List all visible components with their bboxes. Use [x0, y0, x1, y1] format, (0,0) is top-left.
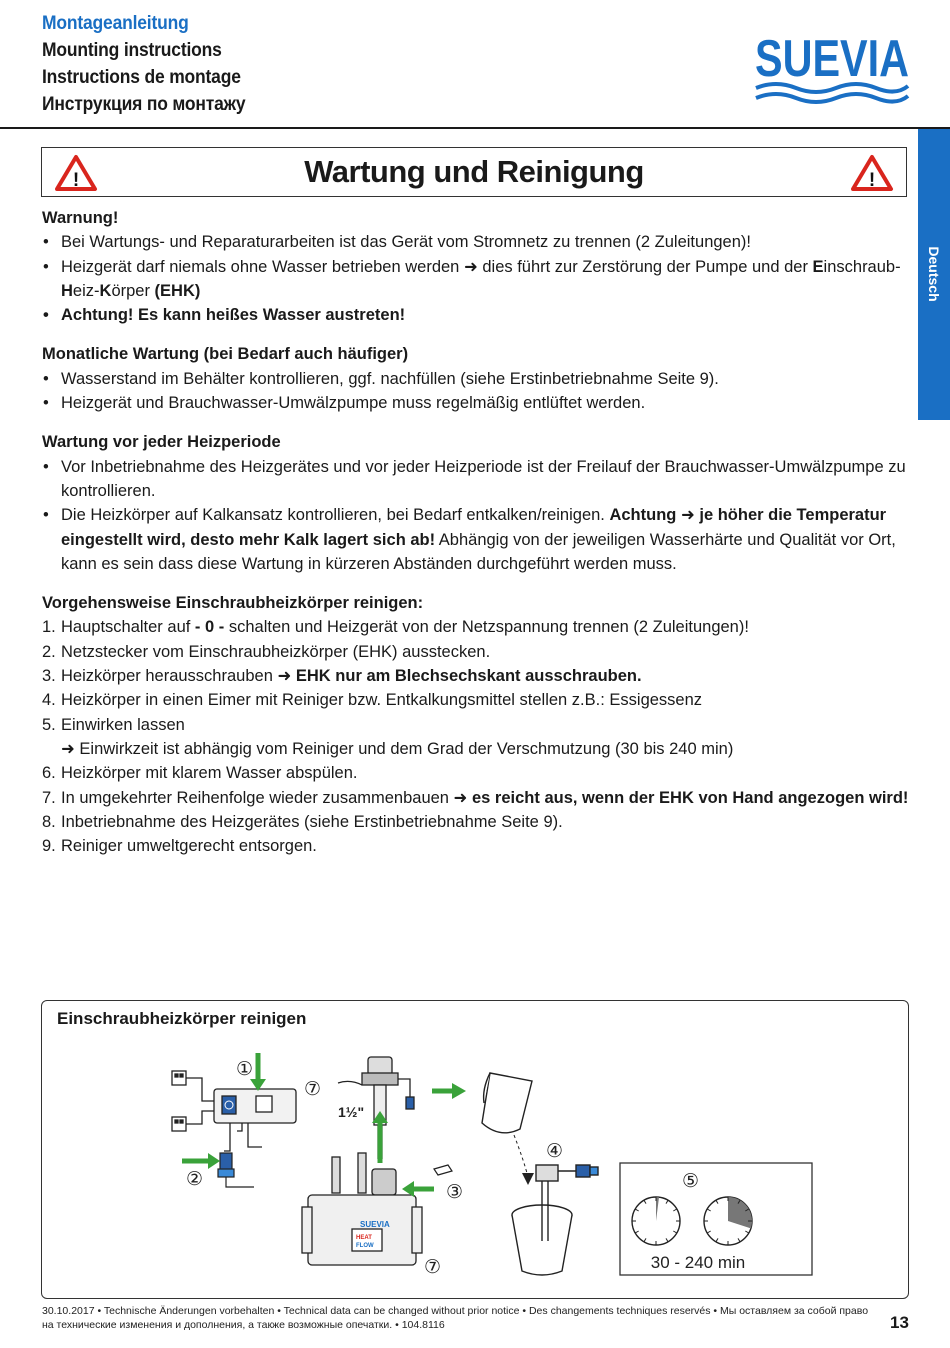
list-item: 8. Inbetriebnahme des Heizgerätes (siehe Erstinbetriebnahme Seite 9).	[42, 812, 563, 831]
warning-heading: Warnung!	[42, 209, 119, 227]
step-number: ④	[546, 1141, 564, 1162]
footer-text: 30.10.2017 • Technische Änderungen vorbehalten • Technical data can be changed without prior notice • Des changements techniques reservés • Мы оставляем за собой право на технические изменения и дополнения, а также возможные опечатки. • 104.8116	[42, 1305, 869, 1331]
pour-arrow-icon	[514, 1135, 528, 1177]
suevia-logo	[752, 18, 912, 104]
title-russian: Инструкция по монтажу	[42, 94, 246, 115]
svg-text:!: !	[72, 170, 80, 191]
page-number: 13	[890, 1313, 909, 1332]
list-item: • Achtung! Es kann heißes Wasser austreten!	[42, 303, 910, 327]
procedure-section	[42, 591, 910, 858]
step-number: ①	[236, 1059, 254, 1080]
main-content	[42, 206, 910, 873]
heating-element-icon	[362, 1057, 414, 1159]
list-item: 5. Einwirken lassen	[42, 715, 185, 734]
procedure-heading: Vorgehensweise Einschraubheizkörper reinigen:	[42, 594, 424, 613]
plug-icon	[218, 1153, 254, 1187]
header-divider	[0, 127, 950, 129]
list-item: 7. In umgekehrter Reihenfolge wieder zusammenbauen ➜ es reicht aus, wenn der EHK von Hand angezogen wird!	[42, 788, 909, 807]
list-item: • Die Heizkörper auf Kalkansatz kontrollieren, bei Bedarf entkalken/reinigen. Achtung ➜ je höher die Temperatur eingestellt wird, desto mehr Kalk lagert sich ab! Abhängig von der jeweiligen Wasserhärte und Qualität vor Ort, kann es sein dass diese Wartung in kürzeren Abständen durchgeführt werden muss.	[42, 503, 910, 576]
hand-icon	[338, 1081, 362, 1085]
step-number: ⑦	[304, 1079, 322, 1100]
monthly-section	[42, 342, 910, 415]
cleaning-figure	[41, 1000, 909, 1299]
control-box-icon	[172, 1071, 296, 1151]
device-brand: SUEVIA	[360, 1220, 390, 1229]
list-item: • Heizgerät und Brauchwasser-Umwälzpumpe muss regelmäßig entlüftet werden.	[42, 391, 910, 415]
document-header	[42, 10, 263, 118]
list-item: 1. Hauptschalter auf - 0 - schalten und Heizgerät von der Netzspannung trennen (2 Zuleitungen)!	[42, 618, 749, 637]
monthly-heading: Monatliche Wartung (bei Bedarf auch häufiger)	[42, 345, 409, 364]
svg-text:!: !	[868, 170, 876, 191]
step-number: ③	[446, 1182, 464, 1203]
list-item: • Wasserstand im Behälter kontrollieren, ggf. nachfüllen (siehe Erstinbetriebnahme Seite 9).	[42, 367, 910, 391]
arrow-icon: ➜	[463, 257, 478, 276]
list-item: 4. Heizkörper in einen Eimer mit Reiniger bzw. Entkalkungsmittel stellen z.B.: Essigessenz	[42, 691, 703, 710]
time-label: 30 - 240 min	[650, 1253, 746, 1272]
arrow-icon	[208, 1153, 220, 1169]
section-title: Wartung und Reinigung	[304, 154, 644, 189]
language-tab	[918, 129, 950, 420]
season-heading: Wartung vor jeder Heizperiode	[42, 433, 281, 452]
logo-wave-icon	[756, 94, 908, 102]
list-item: 6. Heizkörper mit klarem Wasser abspülen.	[42, 764, 358, 783]
cleaning-illustration	[42, 1001, 908, 1298]
season-section	[42, 430, 910, 576]
title-english: Mounting instructions	[42, 40, 222, 61]
cleaning-agent-bottle-icon	[482, 1073, 532, 1133]
list-item: • Bei Wartungs- und Reparaturarbeiten ist das Gerät vom Stromnetz zu trennen (2 Zuleitungen)!	[42, 230, 910, 254]
section-title-box	[41, 147, 907, 197]
step-number: ②	[186, 1169, 204, 1190]
device-label: FLOW	[356, 1243, 374, 1249]
warning-triangle-icon	[850, 154, 894, 192]
list-item: 3. Heizkörper herausschrauben ➜ EHK nur am Blechsechskant ausschrauben.	[42, 667, 642, 686]
warning-section	[42, 206, 910, 327]
logo-text: SUEVIA	[755, 30, 909, 88]
list-item: 2. Netzstecker vom Einschraubheizkörper (EHK) ausstecken.	[42, 642, 491, 661]
title-german: Montageanleitung	[42, 13, 189, 34]
list-item: • Heizgerät darf niemals ohne Wasser betrieben werden ➜ dies führt zur Zerstörung der Pumpe und der Einschraub-Heiz-Körper (EHK)	[42, 255, 910, 304]
list-subitem: ➜ Einwirkzeit ist abhängig vom Reiniger und dem Grad der Verschmutzung (30 bis 240 min)	[61, 739, 734, 758]
list-item: • Vor Inbetriebnahme des Heizgerätes und vor jeder Heizperiode ist der Freilauf der Brauchwasser-Umwälzpumpe zu kontrollieren.	[42, 455, 910, 504]
language-tab-label: Deutsch	[926, 246, 942, 302]
list-item: 9. Reiniger umweltgerecht entsorgen.	[42, 837, 317, 856]
wrench-icon	[434, 1165, 452, 1175]
bucket-icon	[512, 1165, 598, 1275]
step-number: ⑦	[424, 1257, 442, 1278]
device-label: HEAT	[356, 1235, 372, 1241]
figure-title: Einschraubheizkörper reinigen	[57, 1009, 307, 1028]
title-french: Instructions de montage	[42, 67, 241, 88]
step-number: ⑤	[682, 1171, 700, 1192]
arrow-icon	[452, 1083, 466, 1099]
thread-size-label: 1½"	[338, 1104, 365, 1120]
